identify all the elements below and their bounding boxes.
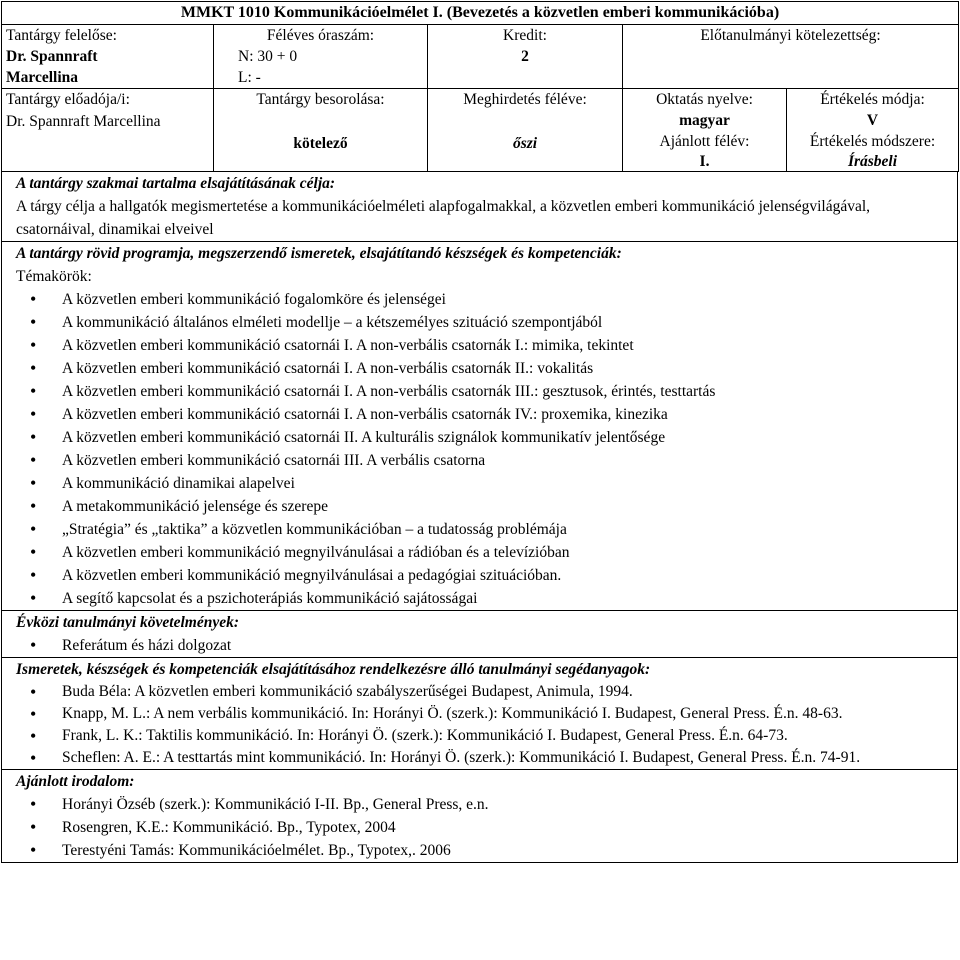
course-goal-section (1, 172, 958, 242)
credit-label: Kredit: (503, 27, 547, 44)
semester-value: őszi (512, 135, 538, 152)
lecturer-label: Tantárgy előadója/i: (6, 91, 130, 108)
goal-text: A tárgy célja a hallgatók megismertetése a kommunikációelméleti alapfogalmakkal, a közvetlen emberi kommunikáció jelenségvilágával, csatornáival, dinamikai elveivel (16, 198, 871, 238)
recommended-semester-value: I. (699, 153, 710, 170)
classification-value: kötelező (293, 135, 348, 152)
responsible-cell (2, 25, 214, 89)
responsible-label: Tantárgy felelőse: (6, 27, 117, 44)
language-value: magyar (679, 112, 730, 129)
hours-lecture: N: 30 + 0 (238, 48, 298, 65)
topic-item: • A segítő kapcsolat és a pszichoterápiás kommunikáció sajátosságai (16, 587, 947, 610)
language-cell (623, 89, 787, 172)
topic-item: • A kommunikáció dinamikai alapelvei (16, 472, 947, 495)
course-description-sheet (1, 1, 958, 958)
topic-item: • A közvetlen emberi kommunikáció csatornái I. A non-verbális csatornák IV.: proxemika, kinezika (16, 403, 947, 426)
lecturer-cell (2, 89, 214, 172)
requirements-list (16, 634, 947, 657)
credit-value: 2 (521, 48, 529, 65)
course-info-table (1, 1, 959, 172)
lecturer-name: Dr. Spannraft Marcellina (6, 113, 161, 130)
requirements-title: Évközi tanulmányi követelmények: (16, 614, 240, 631)
topics-list (16, 288, 947, 610)
material-item: • Knapp, M. L.: A nem verbális kommunikáció. In: Horányi Ö. (szerk.): Kommunikáció I. Budapest, General Press. É.n. 48-63. (16, 703, 947, 725)
materials-section (1, 658, 958, 770)
topic-item: • „Stratégia” és „taktika” a közvetlen kommunikációban – a tudatosság problémája (16, 518, 947, 541)
prerequisite-cell (623, 25, 959, 89)
material-item: • Scheflen: A. E.: A testtartás mint kommunikáció. In: Horányi Ö. (szerk.): Kommunikáció I. Budapest, General Press. É.n. 74-91. (16, 747, 947, 769)
literature-title: Ajánlott irodalom: (16, 773, 135, 790)
topic-item: • A kommunikáció általános elméleti modellje – a kétszemélyes szituáció szempontjából (16, 311, 947, 334)
classification-cell (214, 89, 428, 172)
topic-item: • A közvetlen emberi kommunikáció csatornái I. A non-verbális csatornák III.: gesztusok, érintés, testtartás (16, 380, 947, 403)
evaluation-value: V (866, 112, 879, 129)
goal-title: A tantárgy szakmai tartalma elsajátításának célja: (16, 175, 336, 192)
course-title: MMKT 1010 Kommunikációelmélet I. (Bevezetés a közvetlen emberi kommunikációba) (2, 2, 959, 25)
evaluation-method-value: Írásbeli (847, 153, 898, 170)
hours-lab: L: - (238, 69, 261, 86)
topic-item: • A közvetlen emberi kommunikáció megnyilvánulásai a pedagógiai szituációban. (16, 564, 947, 587)
responsible-name-line-1: Dr. Spannraft (6, 48, 98, 65)
literature-item: • Horányi Özséb (szerk.): Kommunikáció I-II. Bp., General Press, e.n. (16, 793, 947, 816)
program-title: A tantárgy rövid programja, megszerzendő ismeretek, elsajátítandó készségek és kompetenciák: (16, 245, 622, 262)
topic-item: • A metakommunikáció jelensége és szerepe (16, 495, 947, 518)
literature-section (1, 770, 958, 863)
topic-item: • A közvetlen emberi kommunikáció csatornái I. A non-verbális csatornák I.: mimika, tekintet (16, 334, 947, 357)
recommended-semester-label: Ajánlott félév: (659, 133, 750, 150)
evaluation-cell (787, 89, 959, 172)
topic-item: • A közvetlen emberi kommunikáció fogalomköre és jelenségei (16, 288, 947, 311)
semester-cell (428, 89, 623, 172)
hours-label: Féléves óraszám: (266, 27, 375, 44)
responsible-name-line-2: Marcellina (6, 69, 79, 86)
prerequisite-label: Előtanulmányi kötelezettség: (700, 27, 881, 44)
literature-item: • Terestyéni Tamás: Kommunikációelmélet. Bp., Typotex,. 2006 (16, 839, 947, 862)
topic-item: • A közvetlen emberi kommunikáció megnyilvánulásai a rádióban és a televízióban (16, 541, 947, 564)
topic-item: • A közvetlen emberi kommunikáció csatornái III. A verbális csatorna (16, 449, 947, 472)
requirement-item: • Referátum és házi dolgozat (16, 634, 947, 657)
program-section (1, 242, 958, 611)
hours-cell (214, 25, 428, 89)
credit-cell (428, 25, 623, 89)
evaluation-label: Értékelés módja: (820, 91, 925, 108)
language-label: Oktatás nyelve: (656, 91, 753, 108)
classification-label: Tantárgy besorolása: (256, 91, 385, 108)
requirements-section (1, 611, 958, 658)
literature-item: • Rosengren, K.E.: Kommunikáció. Bp., Typotex, 2004 (16, 816, 947, 839)
evaluation-method-label: Értékelés módszere: (809, 133, 936, 150)
topic-item: • A közvetlen emberi kommunikáció csatornái II. A kulturális szignálok kommunikatív jelentősége (16, 426, 947, 449)
semester-label: Meghirdetés féléve: (463, 91, 587, 108)
materials-title: Ismeretek, készségek és kompetenciák elsajátításához rendelkezésre álló tanulmányi segédanyagok: (16, 661, 651, 678)
materials-list (16, 681, 947, 769)
material-item: • Frank, L. K.: Taktilis kommunikáció. In: Horányi Ö. (szerk.): Kommunikáció I. Budapest, General Press. É.n. 64-73. (16, 725, 947, 747)
literature-list (16, 793, 947, 862)
topic-item: • A közvetlen emberi kommunikáció csatornái I. A non-verbális csatornák II.: vokalitás (16, 357, 947, 380)
material-item: • Buda Béla: A közvetlen emberi kommunikáció szabályszerűségei Budapest, Animula, 1994. (16, 681, 947, 703)
topics-label: Témakörök: (16, 268, 92, 285)
